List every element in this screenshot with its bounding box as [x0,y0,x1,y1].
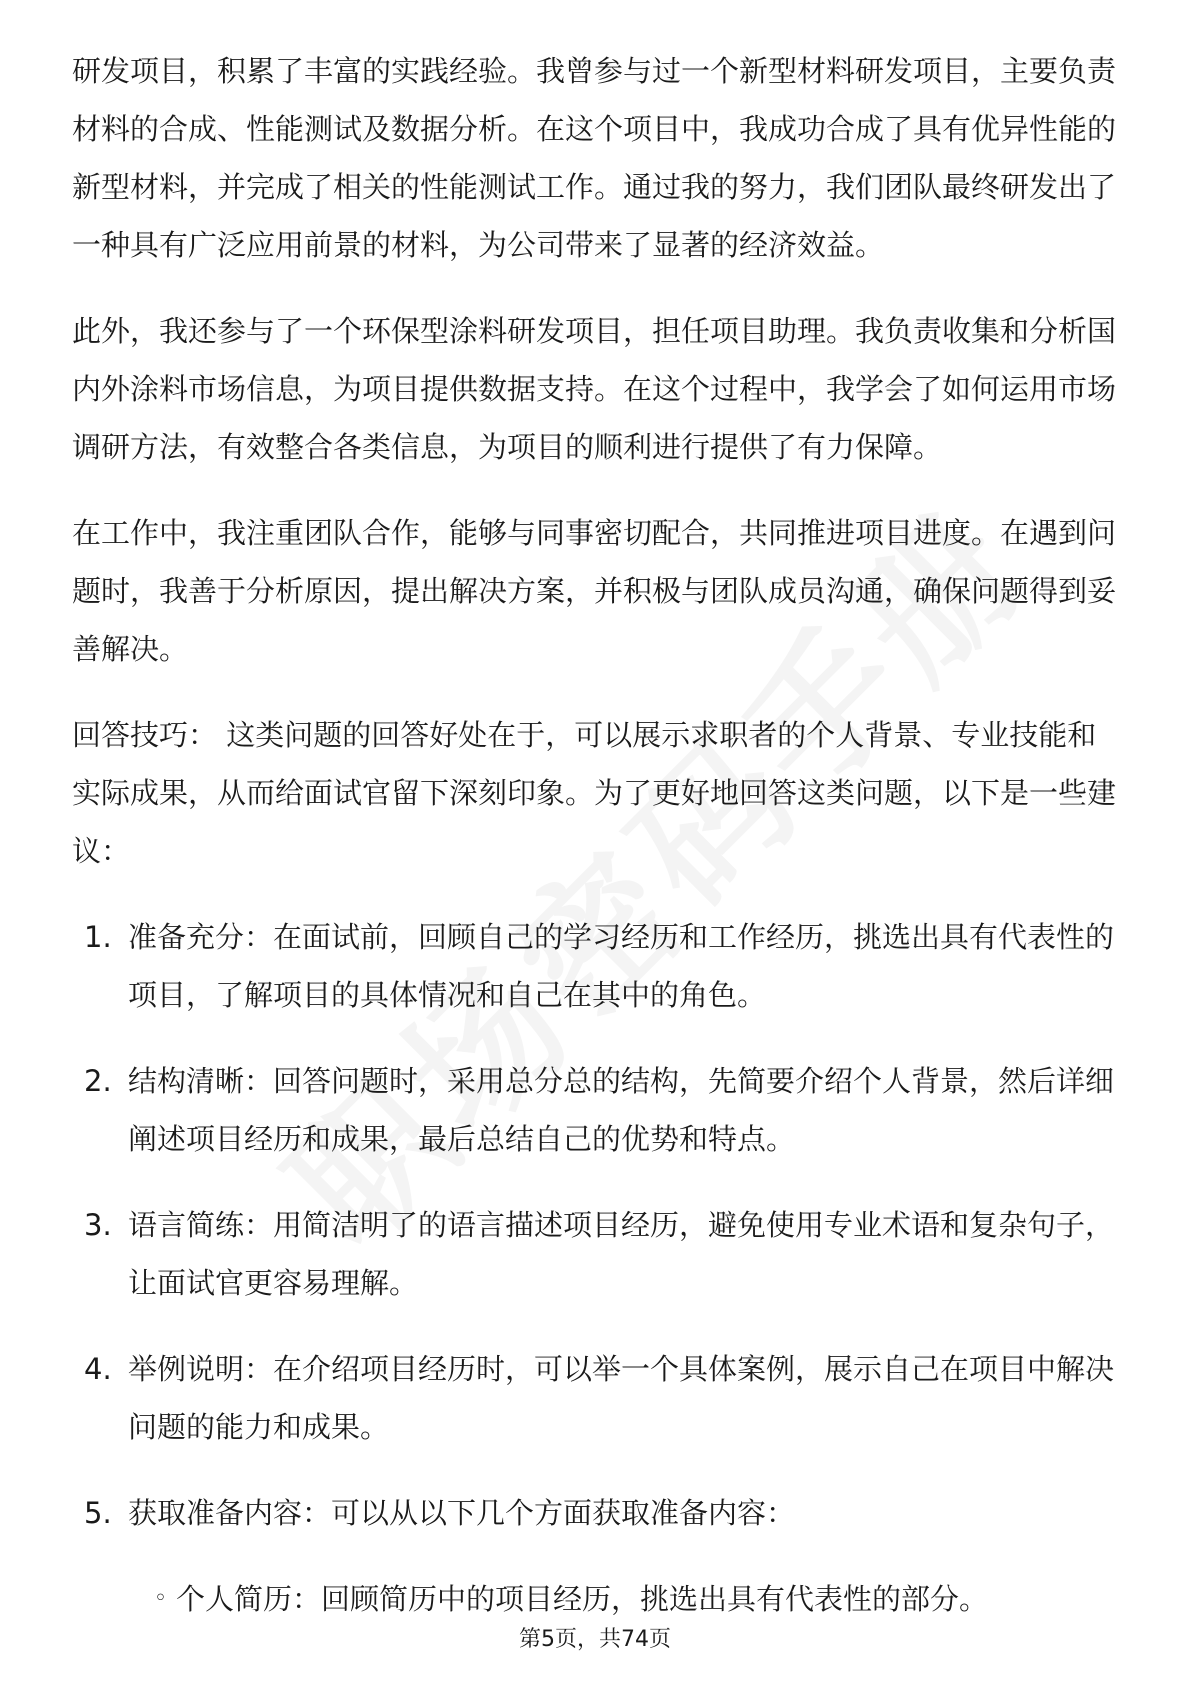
list-item [72,1052,1122,1168]
list-item-number: 4. [84,1352,112,1386]
paragraph-answer-tips: 回答技巧： 这类问题的回答好处在于，可以展示求职者的个人背景、专业技能和实际成果，从而给面试官留下深刻印象。为了更好地回答这类问题，以下是一些建议： [72,718,1117,868]
list-item-number: 3. [84,1208,112,1242]
list-item-text: 获取准备内容：可以从以下几个方面获取准备内容： [128,1496,796,1530]
list-item [72,1484,1122,1542]
list-item [72,1340,1122,1456]
list-item-text: 结构清晰：回答问题时，采用总分总的结构，先简要介绍个人背景，然后详细阐述项目经历和成果，最后总结自己的优势和特点。 [128,1064,1115,1156]
paragraph-1: 研发项目，积累了丰富的实践经验。我曾参与过一个新型材料研发项目，主要负责材料的合成、性能测试及数据分析。在这个项目中，我成功合成了具有优异性能的新型材料，并完成了相关的性能测试工作。通过我的努力，我们团队最终研发出了一种具有广泛应用前景的材料，为公司带来了显著的经济效益。 [72,54,1117,262]
list-item [72,908,1122,1024]
list-item-text: 举例说明：在介绍项目经历时，可以举一个具体案例，展示自己在项目中解决问题的能力和成果。 [128,1352,1115,1444]
sub-list-item [72,1570,1122,1628]
paragraph-2: 此外，我还参与了一个环保型涂料研发项目，担任项目助理。我负责收集和分析国内外涂料市场信息，为项目提供数据支持。在这个过程中，我学会了如何运用市场调研方法，有效整合各类信息，为项目的顺利进行提供了有力保障。 [72,314,1117,464]
list-item-text: 准备充分：在面试前，回顾自己的学习经历和工作经历，挑选出具有代表性的项目，了解项目的具体情况和自己在其中的角色。 [128,920,1115,1012]
page-footer: 第5页，共74页 [519,1627,671,1652]
list-item-text: 语言简练：用简洁明了的语言描述项目经历，避免使用专业术语和复杂句子，让面试官更容易理解。 [128,1208,1115,1300]
tips-list [72,908,1122,1542]
sub-list-item-text: 个人简历：回顾简历中的项目经历，挑选出具有代表性的部分。 [176,1582,989,1616]
list-item-number: 1. [84,920,112,954]
bullet-icon: ◦ [154,1586,167,1611]
paragraph-3: 在工作中，我注重团队合作，能够与同事密切配合，共同推进项目进度。在遇到问题时，我善于分析原因，提出解决方案，并积极与团队成员沟通，确保问题得到妥善解决。 [72,516,1117,666]
document-body [72,42,1122,1628]
list-item [72,1196,1122,1312]
list-item-number: 2. [84,1064,112,1098]
list-item-number: 5. [84,1496,112,1530]
